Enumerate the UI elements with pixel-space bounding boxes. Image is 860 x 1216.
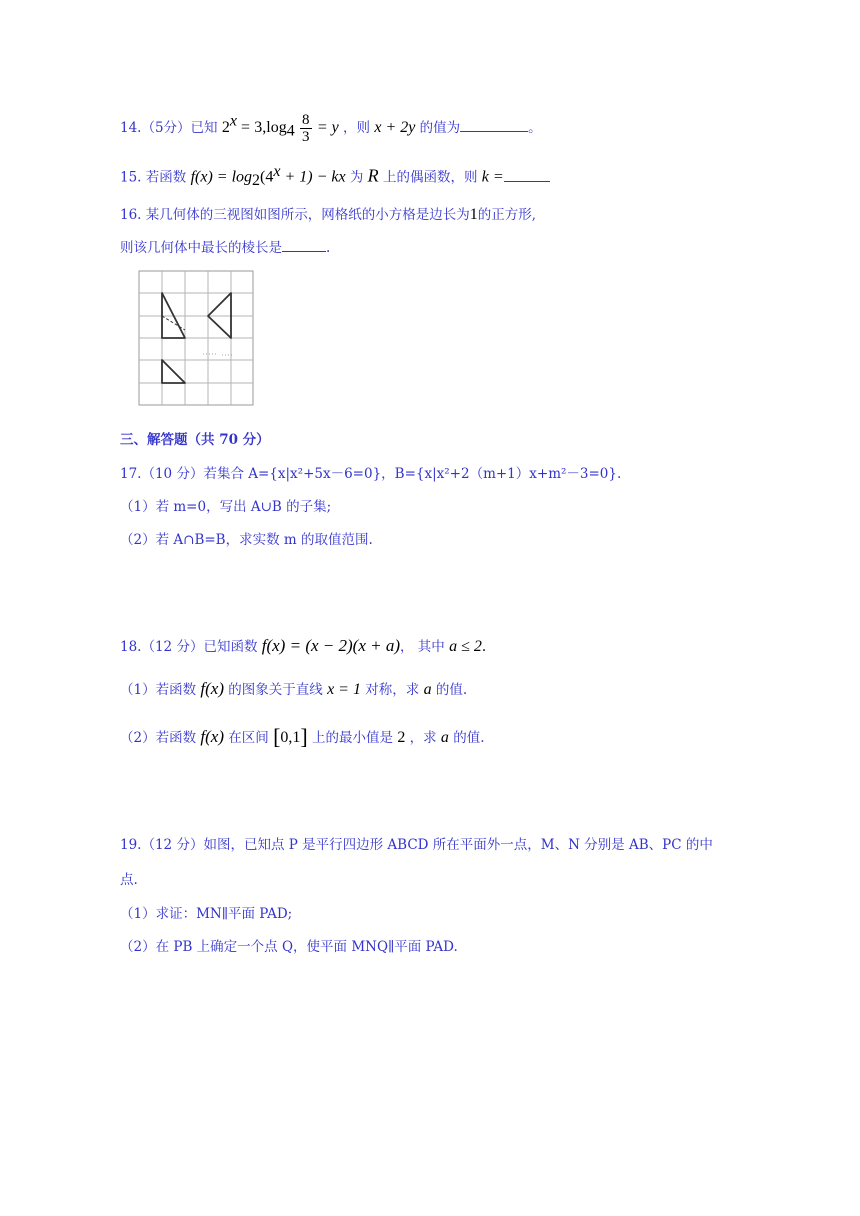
q15-expr-sup: x bbox=[273, 163, 281, 180]
q14-end: 。 bbox=[528, 120, 542, 136]
q18-p2-a: （2）若函数 bbox=[120, 730, 197, 746]
q14-suffix: 的值为 bbox=[419, 120, 461, 136]
q15-expr2: + 1) − kx bbox=[280, 168, 346, 186]
q18-func: f(x) = (x − 2)(x + a) bbox=[261, 636, 400, 655]
question-14 bbox=[120, 112, 542, 145]
q18-p1-b: 的图象关于直线 bbox=[228, 682, 323, 698]
top-view-triangle bbox=[162, 360, 185, 383]
q16-line1-a: 16. 某几何体的三视图如图所示，网格纸的小方格是边长为 bbox=[120, 207, 470, 223]
q16-line1-b: 的正方形, bbox=[477, 207, 537, 223]
three-view-grid-svg bbox=[138, 270, 256, 408]
q18-mid: ， 其中 bbox=[400, 639, 445, 655]
q16-line2: 则该几何体中最长的棱长是 bbox=[120, 240, 282, 256]
q14-answer-blank bbox=[460, 119, 528, 132]
q15-log-base: 2 bbox=[252, 172, 261, 190]
question-18-part1 bbox=[120, 678, 467, 699]
q18-p1-a-var: a bbox=[423, 681, 432, 698]
q18-p2-a-var: a bbox=[440, 729, 449, 746]
q18-p2-e: 的值. bbox=[453, 730, 485, 746]
question-17-stem: 17.（10 分）若集合 A={x|x²+5x－6=0}，B={x|x²+2（m+1）x+m²－3=0}. bbox=[120, 466, 622, 482]
q18-p1-line: x = 1 bbox=[327, 681, 361, 698]
question-19-part2: （2）在 PB 上确定一个点 Q，使平面 MNQ∥平面 PAD. bbox=[120, 939, 458, 955]
q14-mid: ，则 bbox=[343, 120, 371, 136]
q15-mid: 为 bbox=[349, 169, 364, 186]
q18-p2-c: 上的最小值是 bbox=[312, 730, 394, 746]
q15-answer-blank bbox=[504, 169, 550, 182]
q16-line1-num: 1 bbox=[469, 206, 478, 223]
q14-eq1: 3,log bbox=[254, 119, 287, 136]
q14-power: $2^x$ = bbox=[221, 112, 250, 136]
q18-p2-bracket-open: [ bbox=[273, 724, 281, 749]
q15-set: R bbox=[367, 165, 379, 186]
q14-frac-num: 8 bbox=[302, 112, 310, 128]
q15-k-eq: k = bbox=[481, 168, 504, 186]
question-17-part1: （1）若 m=0，写出 A∪B 的子集; bbox=[120, 499, 332, 515]
q16-answer-blank bbox=[282, 239, 326, 252]
question-17-part2: （2）若 A∩B=B，求实数 m 的取值范围. bbox=[120, 532, 373, 548]
q18-p2-f: f(x) bbox=[200, 727, 224, 746]
q18-p1-f: f(x) bbox=[200, 679, 224, 698]
q18-cond: a ≤ 2 bbox=[449, 638, 482, 655]
q15-suffix: 上的偶函数，则 bbox=[382, 169, 478, 186]
question-19-part1: （1）求证：MN∥平面 PAD; bbox=[120, 906, 293, 922]
q14-fraction bbox=[300, 112, 312, 145]
section-3-title: 三、解答题（共 70 分） bbox=[120, 432, 270, 448]
q15-expr: (4 bbox=[260, 168, 274, 186]
hidden-edge-dashed bbox=[162, 316, 185, 330]
q14-eq2: = y bbox=[316, 119, 339, 136]
question-16-line1 bbox=[120, 203, 536, 224]
q18-p1-a: （1）若函数 bbox=[120, 682, 197, 698]
question-16-line2 bbox=[120, 236, 330, 256]
q18-p2-b: 在区间 bbox=[228, 730, 269, 746]
q18-p2-d: ，求 bbox=[409, 730, 437, 746]
q16-line2-end: . bbox=[326, 240, 331, 256]
question-15 bbox=[120, 163, 550, 190]
q15-prefix: 15. 若函数 bbox=[120, 169, 187, 186]
question-19-line1: 19.（12 分）如图，已知点 P 是平行四边形 ABCD 所在平面外一点，M、N 分别是 AB、PC 的中 bbox=[120, 837, 713, 853]
question-18-part2 bbox=[120, 724, 485, 750]
q15-func: f(x) = log bbox=[190, 168, 253, 186]
q18-p1-d: 的值. bbox=[435, 682, 468, 698]
question-18-stem bbox=[120, 635, 486, 656]
q14-frac-den: 3 bbox=[302, 129, 310, 145]
three-view-figure bbox=[138, 270, 256, 412]
q18-p2-val: 2 bbox=[397, 729, 406, 746]
q18-end: . bbox=[481, 639, 487, 655]
q14-expr: x + 2y bbox=[374, 119, 416, 136]
q18-prefix: 18.（12 分）已知函数 bbox=[120, 639, 258, 655]
q14-prefix: 14.（5分）已知 bbox=[120, 120, 218, 136]
q18-p2-bracket-close: ] bbox=[300, 724, 308, 749]
q14-log-base: 4 bbox=[286, 122, 295, 140]
q18-p1-c: 对称，求 bbox=[365, 682, 420, 698]
question-19-line2: 点. bbox=[120, 872, 138, 888]
q18-p2-interval: 0,1 bbox=[280, 729, 301, 746]
